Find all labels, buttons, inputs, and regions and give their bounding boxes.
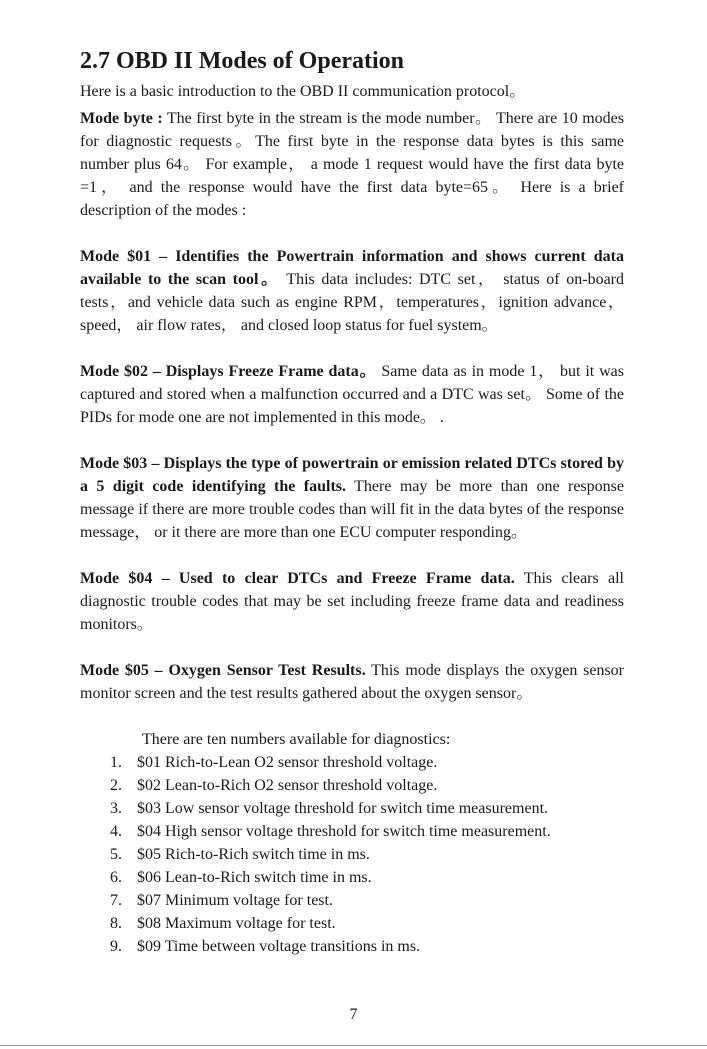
list-item-number: 1. [110,754,122,771]
list-item [80,751,624,774]
mode-01-text: This data includes: DTC set， status of on-board tests，and vehicle data such as engine RPM，temperatures，ignition advance， speed， air flow rates， and closed loop status for fuel system。 [80,271,624,334]
list-item-number: 7. [110,892,122,909]
list-item-number: 5. [110,846,122,863]
list-item-text: $06 Lean-to-Rich switch time in ms. [137,869,372,886]
list-item [80,843,624,866]
list-item-number: 2. [110,777,122,794]
mode-03-text: There may be more than one response message if there are more trouble codes than will fit in the data bytes of the response message， or it there are more than one ECU computer responding。 [80,478,625,541]
list-item-number: 3. [110,800,122,817]
list-item-text: $09 Time between voltage transitions in ms. [137,938,421,955]
mode-05-heading: Mode $05 – Oxygen Sensor Test Results. [80,662,366,679]
mode-04-heading: Mode $04 – Used to clear DTCs and Freeze Frame data. [80,570,515,587]
document-page [80,46,624,958]
diagnostic-number-list [80,751,624,958]
mode-03-heading: Mode $03 – Displays the type of powertrain or emission related DTCs stored by a 5 digit code identifying the faults. [80,455,624,495]
mode-01-paragraph [80,245,624,337]
mode-01-heading: Mode $01 – Identifies the Powertrain information and shows current data available to the scan tool。 [80,248,624,288]
list-item-text: $01 Rich-to-Lean O2 sensor threshold voltage. [137,754,438,771]
page-number: 7 [349,1006,358,1023]
list-item-text: $02 Lean-to-Rich O2 sensor threshold voltage. [137,777,438,794]
list-item-text: $08 Maximum voltage for test. [137,915,336,932]
list-item [80,797,624,820]
mode-03-paragraph [80,452,624,544]
list-item-text: $03 Low sensor voltage threshold for switch time measurement. [137,800,549,817]
list-item [80,866,624,889]
list-item [80,774,624,797]
section-title: 2.7 OBD II Modes of Operation [80,48,404,74]
mode-05-paragraph [80,659,624,705]
list-intro: There are ten numbers available for diagnostics: [142,731,451,748]
list-item-number: 8. [110,915,122,932]
list-item-text: $04 High sensor voltage threshold for switch time measurement. [137,823,551,840]
list-item-number: 6. [110,869,122,886]
mode-byte-label: Mode byte : [80,110,163,127]
footer-divider [0,1045,707,1046]
mode-02-heading: Mode $02 – Displays Freeze Frame data。 [80,363,377,380]
intro-paragraph: Here is a basic introduction to the OBD II communication protocol。 [80,83,526,100]
list-item-text: $07 Minimum voltage for test. [137,892,333,909]
list-item [80,912,624,935]
list-item [80,889,624,912]
list-item [80,935,624,958]
mode-04-text: This clears all diagnostic trouble codes that may be set including freeze frame data and readiness monitors。 [80,570,625,633]
mode-02-text: Same data as in mode 1， but it was captured and stored when a malfunction occurred and a DTC was set。 Some of the PIDs for mode one are not implemented in this mode。 . [80,363,624,426]
mode-05-text: This mode displays the oxygen sensor monitor screen and the test results gathered about the oxygen sensor。 [80,662,624,702]
mode-byte-paragraph [80,107,624,222]
mode-04-paragraph [80,567,624,636]
list-item-number: 9. [110,938,122,955]
list-item-number: 4. [110,823,122,840]
list-item-text: $05 Rich-to-Rich switch time in ms. [137,846,370,863]
list-item [80,820,624,843]
mode-02-paragraph [80,360,624,429]
mode-byte-text: The first byte in the stream is the mode number。 There are 10 modes for diagnostic requests。The first byte in the response data bytes is this same number plus 64。 For example， a mode 1 request would have the first data byte =1， and the response would have the first data byte=65。 Here is a brief description of the modes : [80,110,624,219]
